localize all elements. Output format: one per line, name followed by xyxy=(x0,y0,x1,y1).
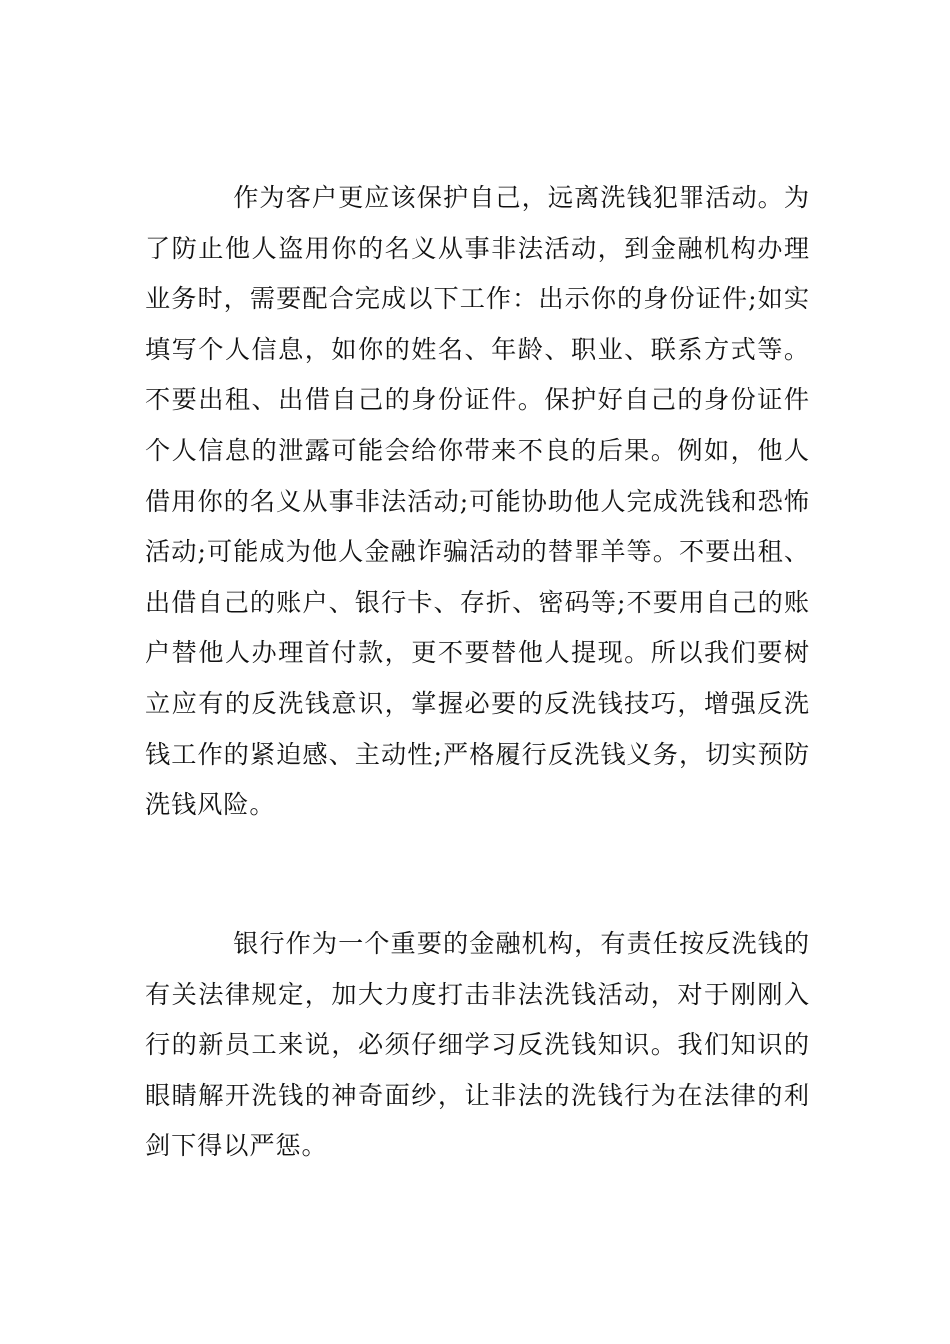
paragraph-bank-responsibility: 银行作为一个重要的金融机构，有责任按反洗钱的有关法律规定，加大力度打击非法洗钱活动，对于刚刚入行的新员工来说，必须仔细学习反洗钱知识。我们知识的眼睛解开洗钱的神奇面纱，让非法的洗钱行为在法律的利剑下得以严惩。 xyxy=(145,929,810,1161)
paragraph-client-protection: 作为客户更应该保护自己，远离洗钱犯罪活动。为了防止他人盗用你的名义从事非法活动，到金融机构办理业务时，需要配合完成以下工作：出示你的身份证件;如实填写个人信息，如你的姓名、年龄、职业、联系方式等。不要出租、出借自己的身份证件。保护好自己的身份证件个人信息的泄露可能会给你带来不良的后果。例如，他人借用你的名义从事非法活动;可能协助他人完成洗钱和恐怖活动;可能成为他人金融诈骗活动的替罪羊等。不要出租、出借自己的账户、银行卡、存折、密码等;不要用自己的账户替他人办理首付款，更不要替他人提现。所以我们要树立应有的反洗钱意识，掌握必要的反洗钱技巧，增强反洗钱工作的紧迫感、主动性;严格履行反洗钱义务，切实预防洗钱风险。 xyxy=(145,183,810,820)
